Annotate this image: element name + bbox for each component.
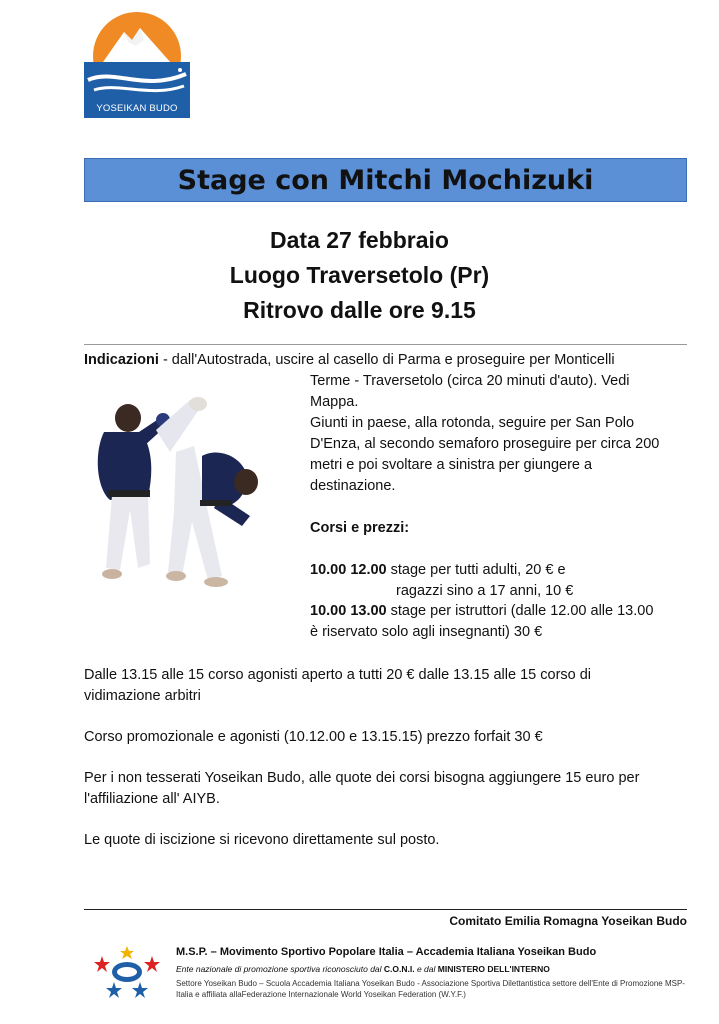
- course-item-adults-cont: ragazzi sino a 17 anni, 10 €: [396, 583, 574, 599]
- paragraph-line: l'affiliazione all' AIYB.: [84, 791, 220, 807]
- course-item-instructors-cont: è riservato solo agli insegnanti) 30 €: [310, 624, 543, 640]
- paragraph-line: Per i non tesserati Yoseikan Budo, alle quote dei corsi bisogna aggiungere 15 euro per: [84, 770, 640, 786]
- event-place: Luogo Traversetolo (Pr): [229, 262, 490, 288]
- directions-line: destinazione.: [310, 478, 396, 494]
- divider-top: [84, 344, 687, 345]
- course-text: stage per istruttori (dalle 12.00 alle 13.00: [386, 603, 654, 619]
- footer-fine-line: Italia e affiliata allaFederazione Internazionale World Yoseikan Federation (W.Y.F.): [176, 990, 466, 999]
- yoseikan-logo: [84, 10, 190, 118]
- directions-line: Giunti in paese, alla rotonda, seguire per San Polo: [310, 415, 635, 431]
- directions-label: Indicazioni: [84, 352, 159, 368]
- title-bar: [84, 158, 687, 202]
- directions-text: - dall'Autostrada, uscire al casello di Parma e proseguire per Monticelli: [158, 352, 615, 368]
- courses-heading: Corsi e prezzi:: [310, 520, 410, 536]
- course-item-adults: [310, 560, 566, 581]
- directions-line: D'Enza, al secondo semaforo proseguire per circa 200: [310, 436, 660, 452]
- directions-line: Mappa.: [310, 394, 359, 410]
- martial-arts-photo: [90, 392, 270, 600]
- page-title: Stage con Mitchi Mochizuki: [177, 164, 594, 196]
- footer-fine-line: Settore Yoseikan Budo – Scuola Accademia Italiana Yoseikan Budo - Associazione Sportiva Dilettantistica settore dell'Ente di Promozione MSP-: [176, 979, 685, 988]
- footer-line-ente: [176, 964, 550, 974]
- msp-logo: [92, 942, 162, 1002]
- directions-first-line: [84, 350, 615, 371]
- footer-line-msp: M.S.P. – Movimento Sportivo Popolare Italia – Accademia Italiana Yoseikan Budo: [176, 946, 597, 958]
- divider-footer: [84, 909, 687, 910]
- logo-text: YOSEIKAN BUDO: [96, 103, 178, 114]
- paragraph-line: vidimazione arbitri: [84, 688, 201, 704]
- paragraph-quote: Le quote di iscizione si ricevono direttamente sul posto.: [84, 832, 440, 848]
- paragraph-non-tesserati: [84, 768, 639, 810]
- course-time: 10.00 13.00: [310, 603, 387, 619]
- directions-line: metri e poi svoltare a sinistra per giungere a: [310, 457, 593, 473]
- paragraph-line: Dalle 13.15 alle 15 corso agonisti aperto a tutti 20 € dalle 13.15 alle 15 corso di: [84, 667, 592, 683]
- course-text: stage per tutti adulti, 20 € e: [386, 562, 566, 578]
- footer-ministero: MINISTERO DELL'INTERNO: [437, 964, 550, 974]
- course-time: 10.00 12.00: [310, 562, 387, 578]
- paragraph-promozionale: Corso promozionale e agonisti (10.12.00 e 13.15.15) prezzo forfait 30 €: [84, 729, 543, 745]
- paragraph-agonisti: [84, 665, 591, 707]
- course-item-instructors: [310, 601, 653, 622]
- event-meeting-time: Ritrovo dalle ore 9.15: [243, 297, 476, 323]
- footer-text: Ente nazionale di promozione sportiva riconosciuto dal: [176, 964, 384, 974]
- event-date: Data 27 febbraio: [270, 227, 449, 253]
- footer-coni: C.O.N.I.: [383, 964, 415, 974]
- directions-block: [310, 371, 659, 497]
- footer-organization: Comitato Emilia Romagna Yoseikan Budo: [449, 914, 687, 928]
- directions-line: Terme - Traversetolo (circa 20 minuti d'auto). Vedi: [310, 373, 630, 389]
- footer-text: e dal: [414, 964, 438, 974]
- footer-fine-print: [176, 978, 696, 1000]
